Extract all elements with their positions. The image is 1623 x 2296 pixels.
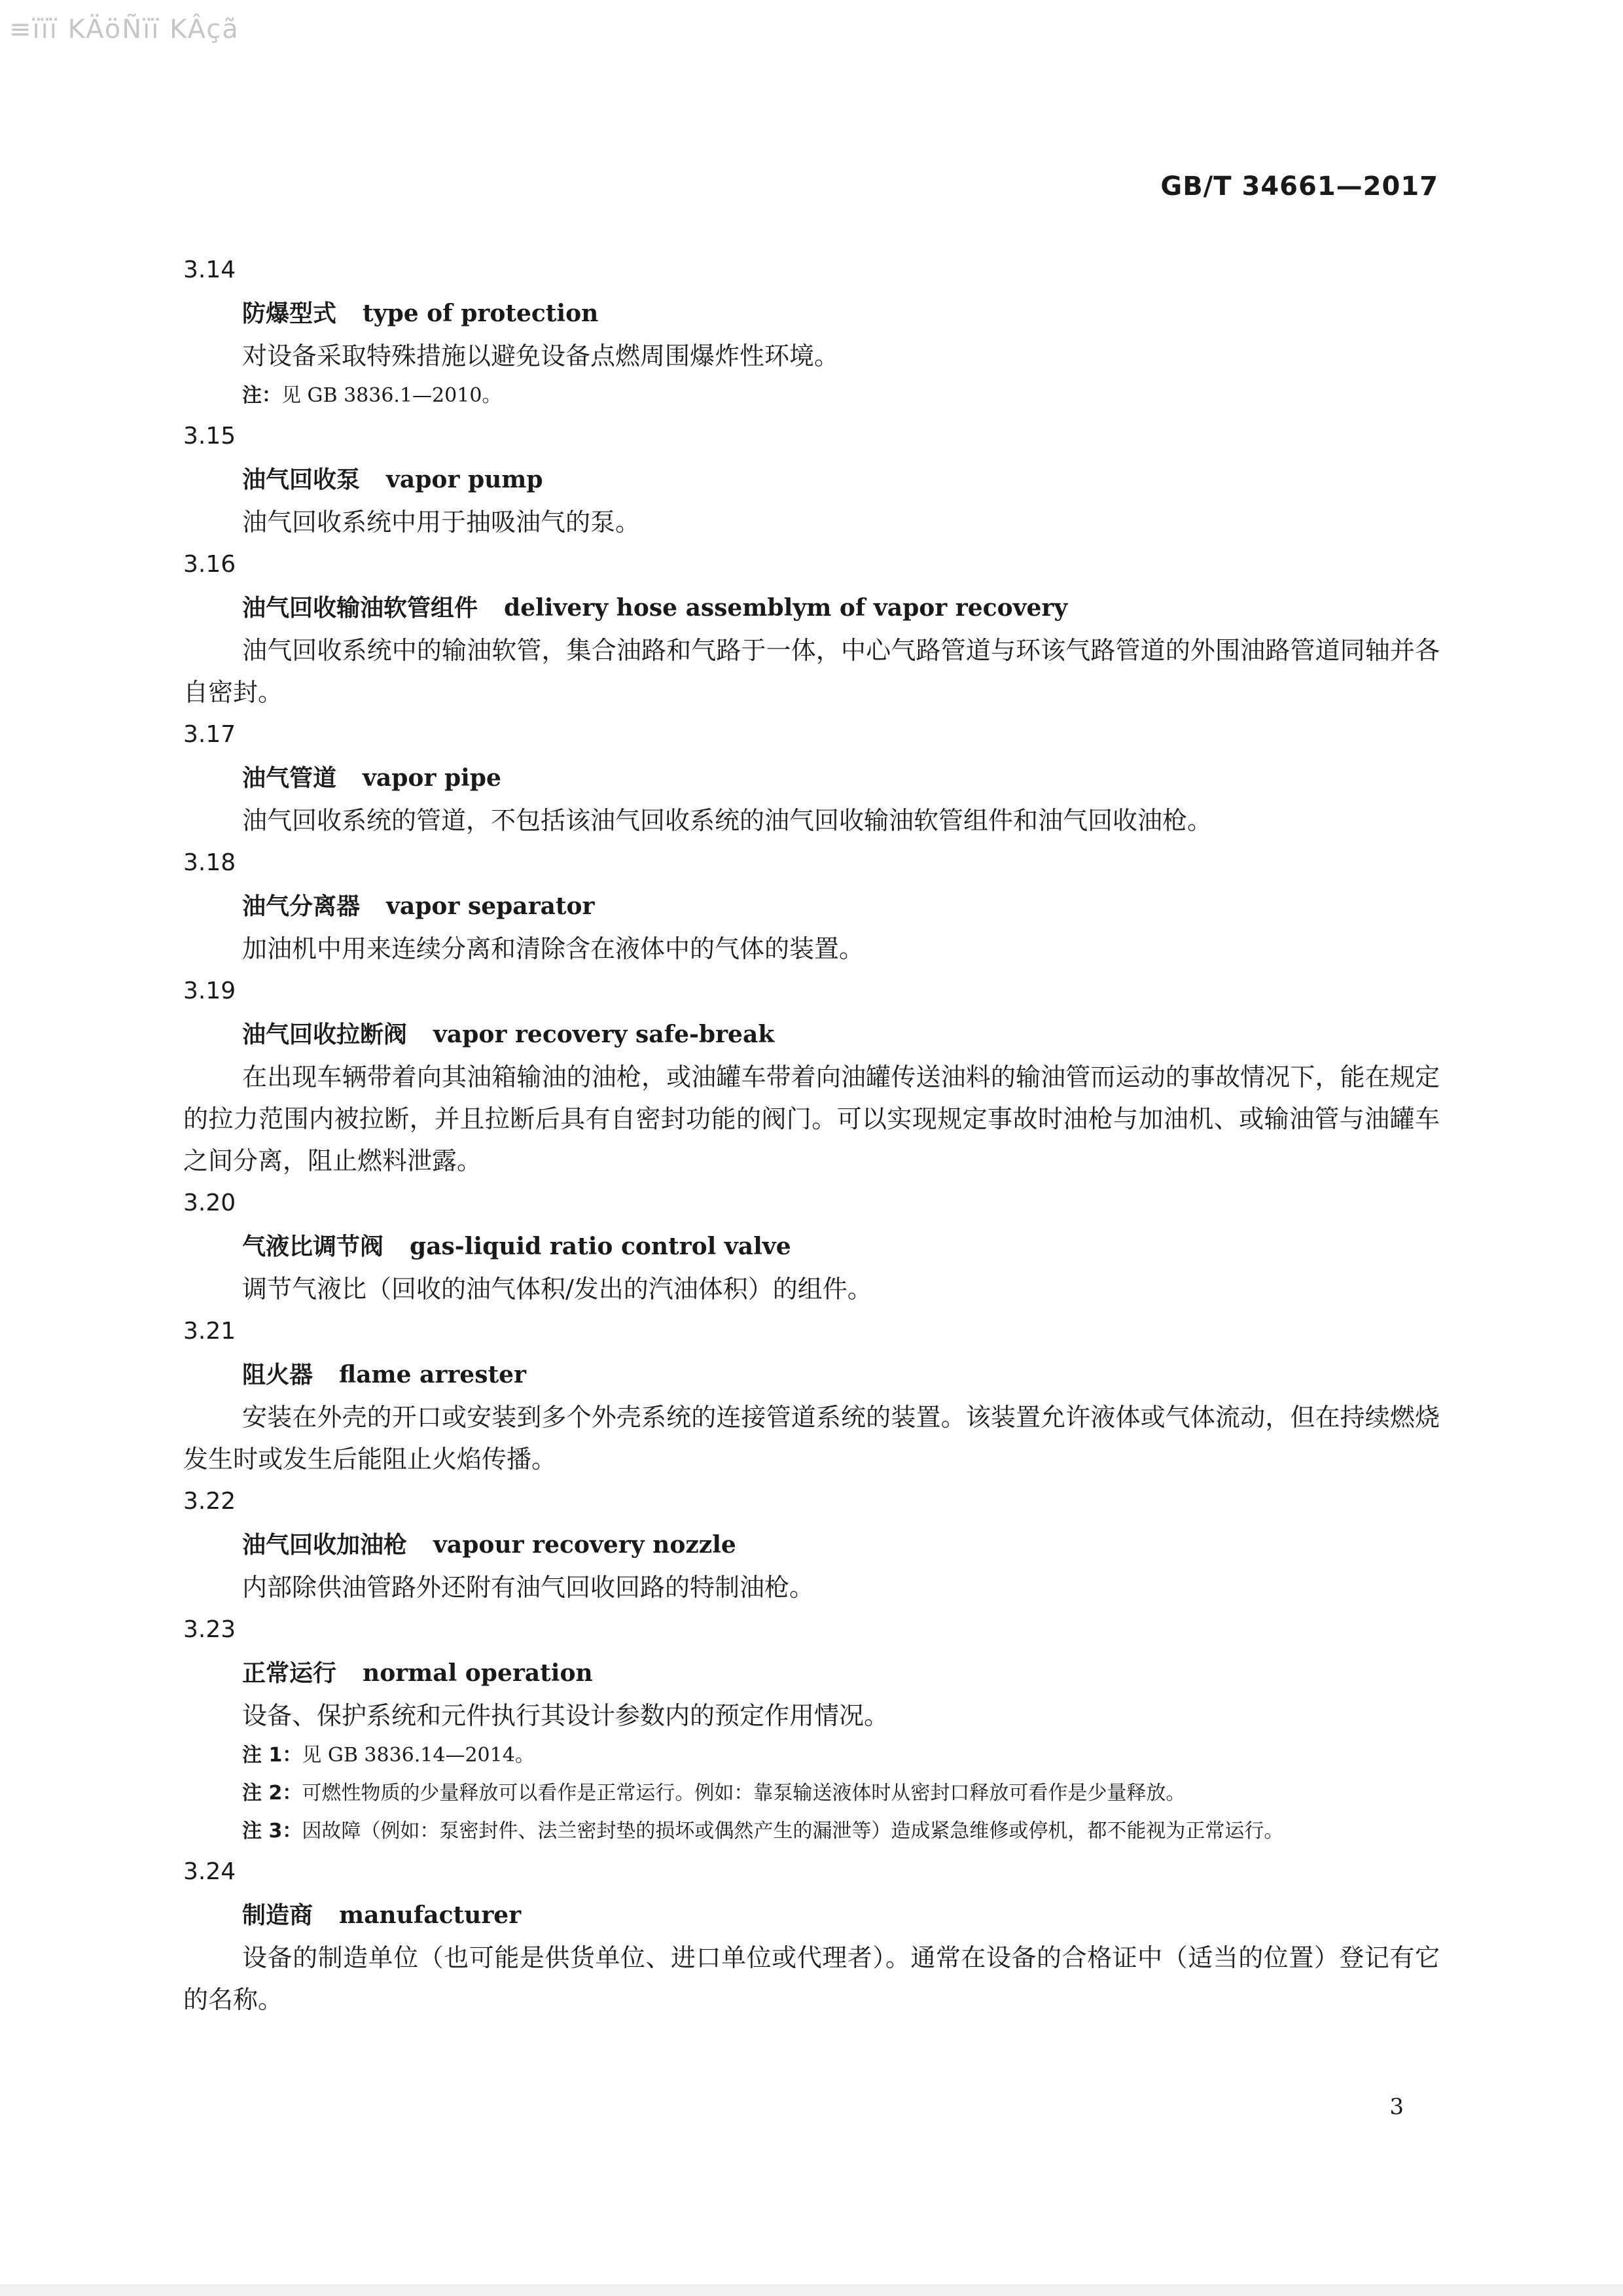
term-heading <box>242 1353 1440 1396</box>
term-heading <box>242 458 1440 501</box>
term-en: type of protection <box>363 300 599 327</box>
clause-number: 3.16 <box>183 551 236 578</box>
term-entry-3-14 <box>183 249 1440 415</box>
term-en: vapour recovery nozzle <box>433 1531 736 1559</box>
term-zh: 油气回收泵 <box>242 467 361 493</box>
note <box>242 377 1440 415</box>
clause-number: 3.18 <box>183 849 236 876</box>
term-heading <box>242 1225 1440 1268</box>
term-heading <box>242 586 1440 629</box>
definition: 在出现车辆带着向其油箱输油的油枪，或油罐车带着向油罐传送油料的输油管而运动的事故情况下，能在规定的拉力范围内被拉断，并且拉断后具有自密封功能的阀门。可以实现规定事故时油枪与加油机、或输油管与油罐车之间分离，阻止燃料泄露。 <box>183 1063 1440 1175</box>
term-zh: 制造商 <box>242 1902 313 1929</box>
definition: 设备的制造单位（也可能是供货单位、进口单位或代理者）。通常在设备的合格证中（适当的位置）登记有它的名称。 <box>183 1943 1440 2014</box>
term-zh: 油气回收加油枪 <box>242 1532 408 1559</box>
term-heading <box>242 1523 1440 1566</box>
clause-number: 3.24 <box>183 1858 236 1885</box>
term-zh: 油气回收输油软管组件 <box>242 595 478 622</box>
definition: 调节气液比（回收的油气体积/发出的汽油体积）的组件。 <box>242 1275 872 1303</box>
term-en: gas-liquid ratio control valve <box>410 1233 791 1260</box>
clause-number: 3.22 <box>183 1488 236 1515</box>
term-entry-3-18 <box>183 841 1440 970</box>
note-text: 见 GB 3836.1—2010。 <box>281 384 502 407</box>
term-entry-3-23 <box>183 1608 1440 1850</box>
clause-number: 3.20 <box>183 1190 236 1216</box>
term-zh: 油气回收拉断阀 <box>242 1021 408 1048</box>
term-zh: 油气管道 <box>242 765 337 792</box>
scan-edge <box>0 2284 1623 2296</box>
definition: 油气回收系统中用于抽吸油气的泵。 <box>242 508 641 537</box>
term-entry-3-20 <box>183 1182 1440 1310</box>
term-en: flame arrester <box>339 1361 526 1388</box>
term-heading <box>242 885 1440 928</box>
page-number: 3 <box>1389 2094 1404 2120</box>
clause-number: 3.23 <box>183 1616 236 1643</box>
note-text: 因故障（例如：泵密封件、法兰密封垫的损坏或偶然产生的漏泄等）造成紧急维修或停机，都不能视为正常运行。 <box>302 1820 1284 1843</box>
term-entry-3-19 <box>183 970 1440 1182</box>
term-entry-3-22 <box>183 1480 1440 1608</box>
term-entry-3-24 <box>183 1850 1440 2021</box>
note-text: 见 GB 3836.14—2014。 <box>302 1744 535 1767</box>
term-en: vapor pipe <box>363 764 501 792</box>
term-en: delivery hose assemblym of vapor recovery <box>504 594 1068 622</box>
term-zh: 正常运行 <box>242 1660 337 1687</box>
terms-section <box>183 249 1440 2021</box>
standard-number: GB/T 34661—2017 <box>1160 171 1438 202</box>
term-heading <box>242 1651 1440 1695</box>
note-3 <box>242 1812 1440 1850</box>
term-entry-3-15 <box>183 415 1440 543</box>
term-en: vapor recovery safe-break <box>433 1021 775 1048</box>
note-label: 注： <box>242 384 281 407</box>
term-zh: 气液比调节阀 <box>242 1233 384 1260</box>
note-label: 注 2： <box>242 1782 302 1805</box>
term-en: vapor separator <box>386 892 595 920</box>
definition: 设备、保护系统和元件执行其设计参数内的预定作用情况。 <box>242 1701 889 1730</box>
definition: 油气回收系统中的输油软管，集合油路和气路于一体，中心气路管道与环该气路管道的外围油路管道同轴并各自密封。 <box>183 636 1440 707</box>
note-label: 注 1： <box>242 1744 302 1767</box>
note-text: 可燃性物质的少量释放可以看作是正常运行。例如：靠泵输送液体时从密封口释放可看作是少量释放。 <box>302 1782 1186 1805</box>
clause-number: 3.14 <box>183 256 236 283</box>
term-en: normal operation <box>363 1659 593 1687</box>
term-zh: 阻火器 <box>242 1362 313 1388</box>
definition: 内部除供油管路外还附有油气回收回路的特制油枪。 <box>242 1573 815 1602</box>
definition: 安装在外壳的开口或安装到多个外壳系统的连接管道系统的装置。该装置允许液体或气体流动，但在持续燃烧发生时或发生后能阻止火焰传播。 <box>183 1403 1440 1474</box>
term-zh: 防爆型式 <box>242 300 337 327</box>
term-heading <box>242 1894 1440 1937</box>
term-heading <box>242 756 1440 800</box>
note-label: 注 3： <box>242 1820 302 1843</box>
term-entry-3-17 <box>183 713 1440 841</box>
clause-number: 3.17 <box>183 721 236 748</box>
scan-watermark: ≡ïïï KÄöÑïï KÂçã <box>9 14 240 44</box>
term-zh: 油气分离器 <box>242 893 361 920</box>
definition: 加油机中用来连续分离和清除含在液体中的气体的装置。 <box>242 934 865 963</box>
clause-number: 3.15 <box>183 423 236 450</box>
clause-number: 3.21 <box>183 1318 236 1345</box>
note-2 <box>242 1775 1440 1812</box>
term-en: manufacturer <box>339 1901 522 1929</box>
term-heading <box>242 292 1440 335</box>
definition: 对设备采取特殊措施以避免设备点燃周围爆炸性环境。 <box>242 342 840 370</box>
definition: 油气回收系统的管道，不包括该油气回收系统的油气回收输油软管组件和油气回收油枪。 <box>242 806 1213 835</box>
note-1 <box>242 1737 1440 1775</box>
term-en: vapor pump <box>386 466 543 493</box>
term-entry-3-16 <box>183 543 1440 713</box>
clause-number: 3.19 <box>183 978 236 1004</box>
term-entry-3-21 <box>183 1310 1440 1480</box>
term-heading <box>242 1013 1440 1056</box>
